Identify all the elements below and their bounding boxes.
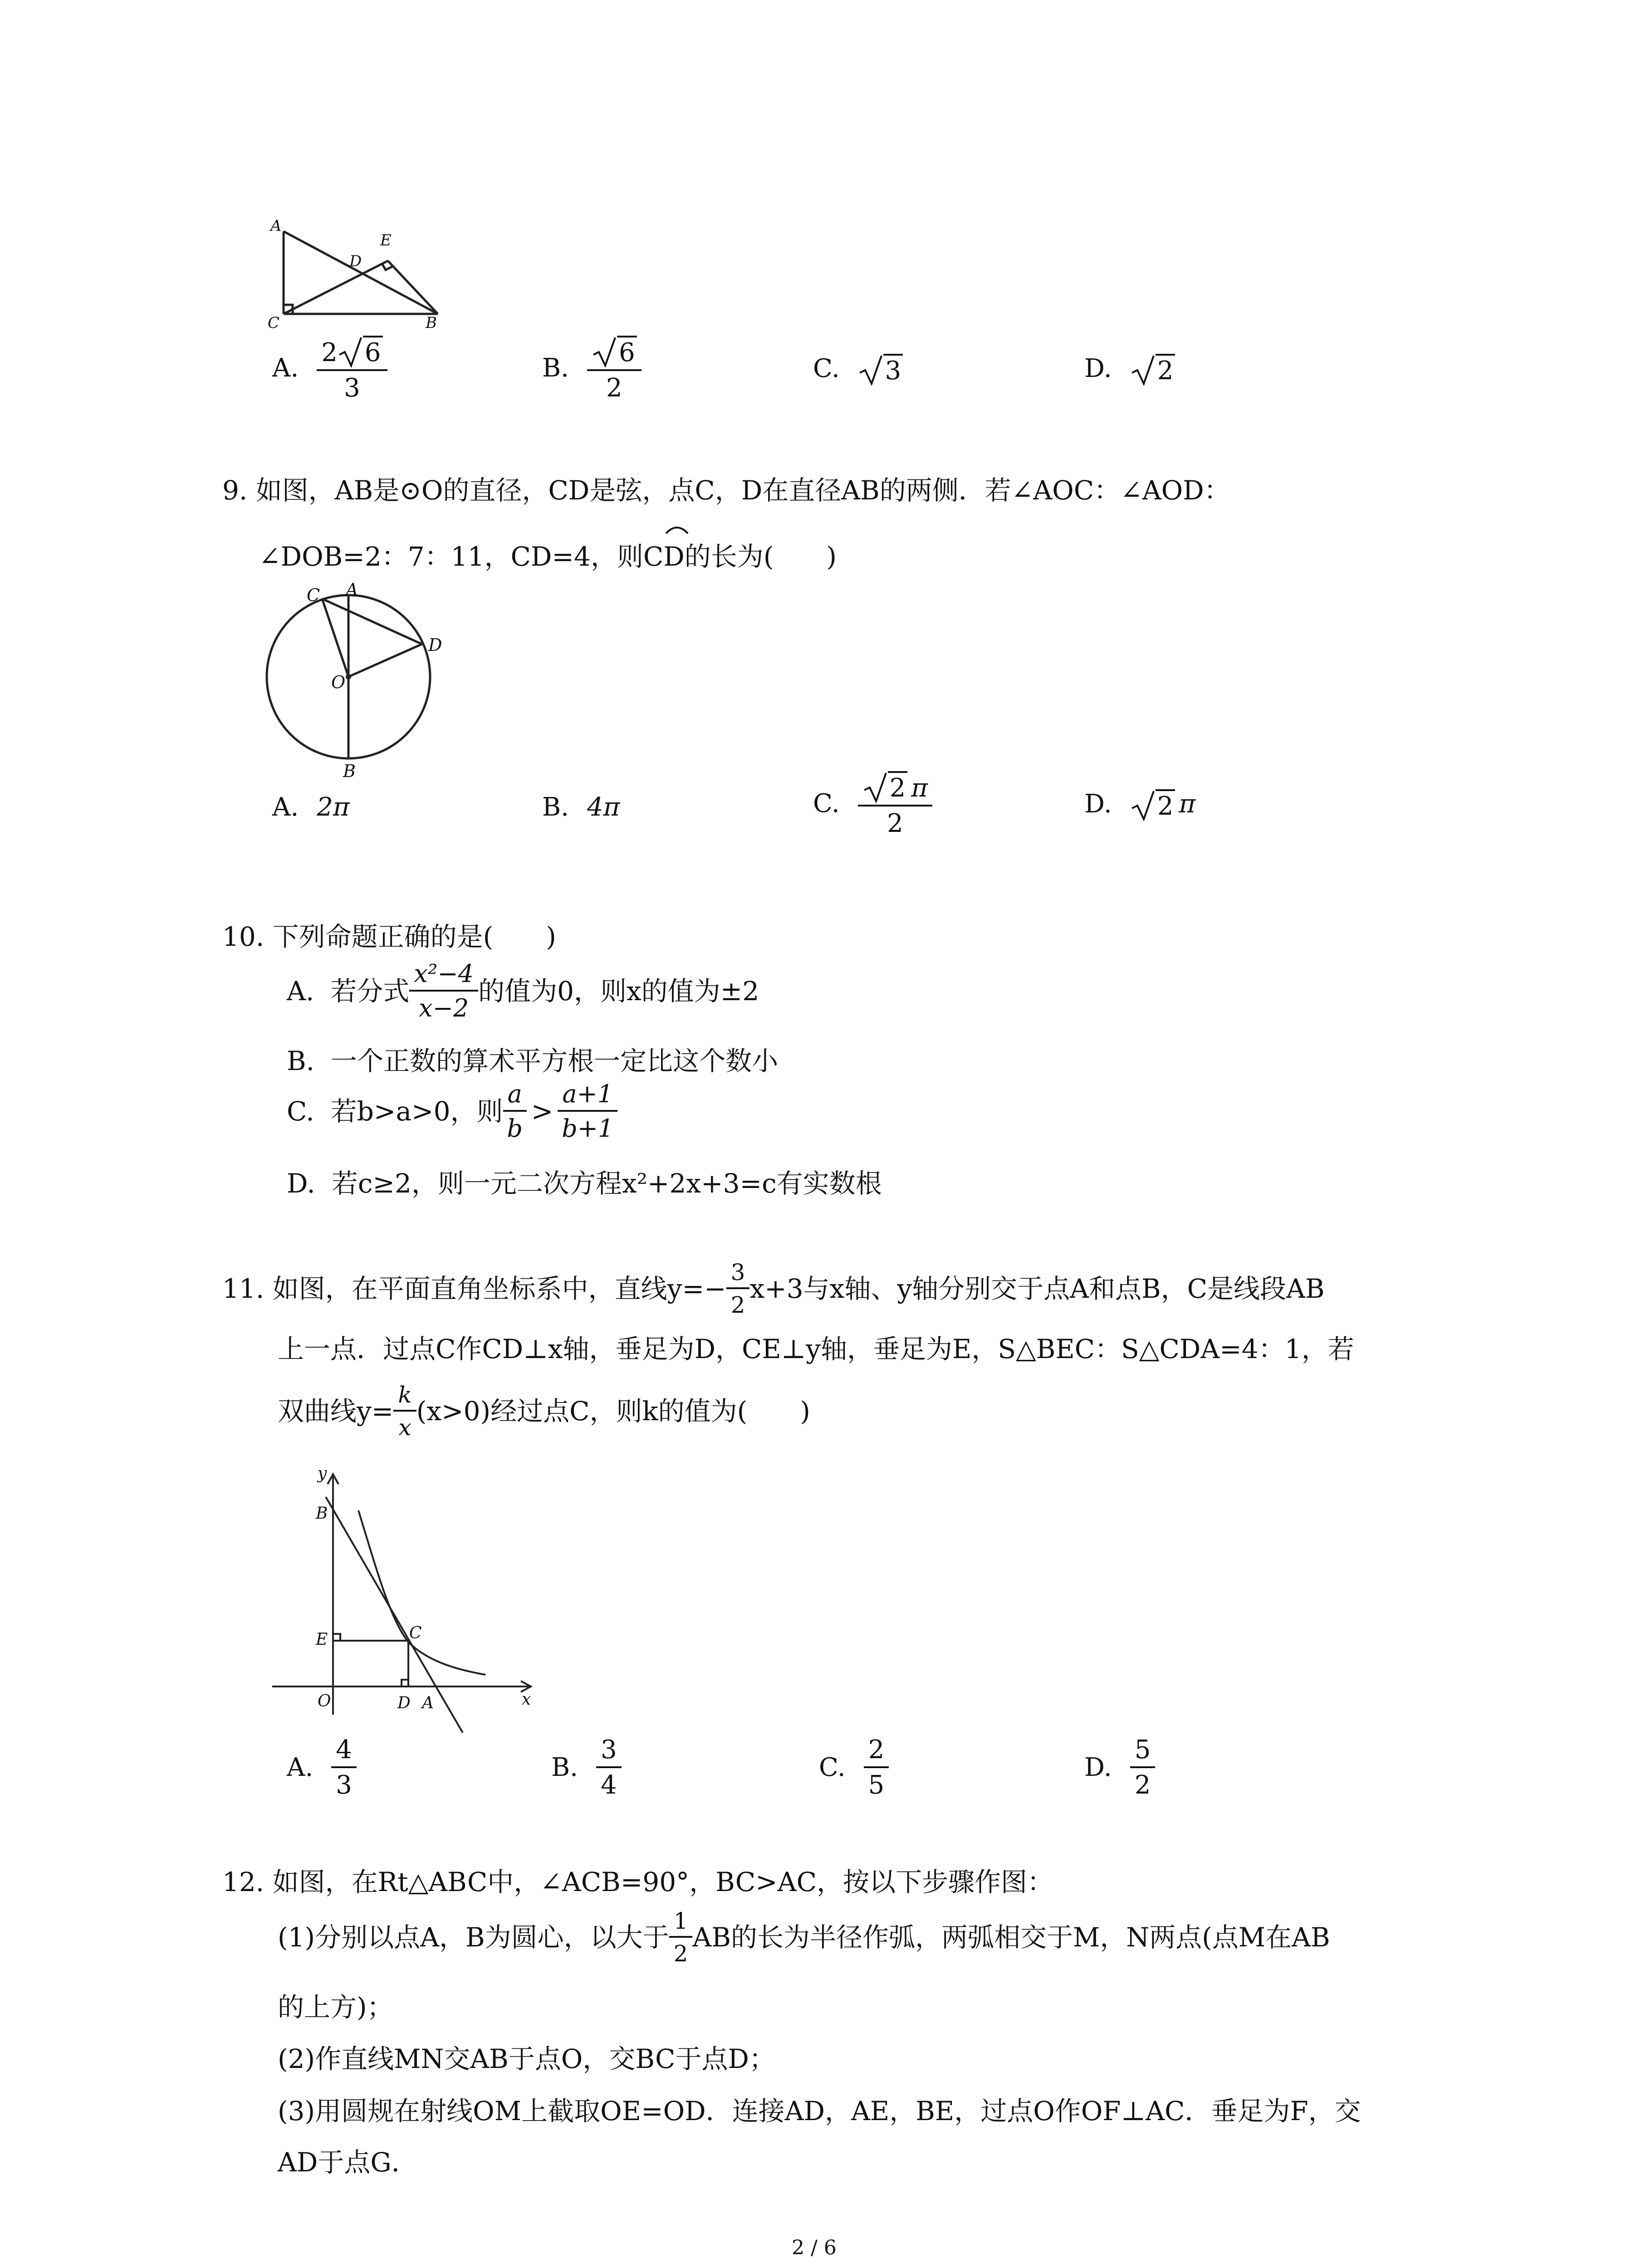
q8-fig-label-d: D [349, 252, 362, 270]
sqrt-symbol [592, 336, 637, 366]
q11-line1-fraction [726, 1261, 750, 1316]
q10-option-d-text: 若c≥2，则一元二次方程x²+2x+3=c有实数根 [331, 1168, 882, 1199]
arc-symbol [663, 522, 691, 535]
q10-option-a-pre: 若分式 [330, 976, 410, 1007]
q8-option-a-label: A. [272, 353, 299, 383]
q9-circle-figure [259, 576, 449, 780]
q11-line1-den: 2 [730, 1292, 745, 1318]
q10-option-a-label: A. [287, 976, 314, 1007]
q10-option-d-label: D. [287, 1168, 315, 1199]
q8-option-d[interactable] [1084, 354, 1175, 384]
q10-option-b[interactable] [287, 1048, 778, 1074]
q8-option-a[interactable] [272, 336, 387, 401]
q10-option-b-label: B. [287, 1046, 315, 1076]
q12-step1-num: 1 [669, 1910, 693, 1938]
q11-fig-label-c: C [409, 1624, 422, 1642]
sqrt-symbol [338, 336, 383, 366]
q8-option-c-label: C. [813, 354, 840, 383]
q11-option-c-num: 2 [864, 1737, 889, 1768]
q9-option-c[interactable] [813, 771, 932, 836]
q11-line3-den: x [398, 1414, 411, 1441]
q9-option-d-pi: π [1179, 789, 1196, 819]
q11-option-c[interactable] [819, 1737, 889, 1798]
q8-option-b-label: B. [542, 353, 569, 383]
q10-option-c-fraction-1 [503, 1082, 527, 1141]
q10-option-c-label: C. [287, 1096, 314, 1127]
q8-option-b-den: 2 [606, 373, 622, 403]
q9-option-c-fraction [858, 771, 932, 836]
q9-option-c-label: C. [813, 789, 840, 818]
q12-stem: 12. 如图，在Rt△ABC中，∠ACB=90°，BC>AC，按以下步骤作图： [222, 1867, 1054, 1897]
q11-line3-post: (x>0)经过点C，则k的值为( ) [416, 1396, 810, 1427]
q12-step1-fraction [669, 1910, 693, 1965]
q8-option-b[interactable] [542, 336, 642, 401]
q8-option-c-radicand: 3 [883, 354, 903, 384]
page-number: 2 / 6 [792, 2236, 837, 2259]
q11-line3-pre: 双曲线y= [278, 1396, 394, 1427]
q10-option-c-num1: a [503, 1082, 527, 1112]
q10-option-a-fraction [409, 959, 478, 1022]
q12-step1-post: AB的长为半径作弧，两弧相交于M，N两点(点M在AB [692, 1922, 1330, 1953]
sqrt-symbol [862, 771, 908, 801]
q12-step1-cont: 的上方)； [278, 1992, 393, 2023]
q8-fig-label-a: A [270, 217, 282, 235]
q9-fig-label-d: D [428, 635, 442, 655]
q8-option-d-radicand: 2 [1156, 354, 1176, 384]
q11-option-c-den: 5 [868, 1770, 885, 1800]
q11-option-d-num: 5 [1130, 1737, 1156, 1768]
q11-stem-line3 [278, 1383, 810, 1439]
q11-stem-line2: 上一点．过点C作CD⊥x轴，垂足为D，CE⊥y轴，垂足为E，S△BEC：S△CDA=4：1，若 [278, 1334, 1354, 1364]
q11-option-a-label: A. [287, 1753, 314, 1782]
q8-option-b-radicand: 6 [617, 336, 637, 366]
q10-option-c[interactable] [287, 1082, 617, 1141]
q11-fig-label-a: A [422, 1694, 434, 1712]
q11-stem-line1 [222, 1261, 1325, 1316]
q11-option-d-label: D. [1084, 1753, 1112, 1782]
q10-option-c-fraction-2 [558, 1082, 617, 1141]
q9-stem-line2: ∠DOB=2：7：11，CD=4，则CD的长为( ) [259, 541, 837, 572]
q11-option-d[interactable] [1084, 1737, 1155, 1798]
q8-option-a-den: 3 [344, 373, 360, 403]
q10-option-b-text: 一个正数的算术平方根一定比这个数小 [331, 1046, 779, 1076]
q10-option-c-den1: b [507, 1114, 523, 1143]
q11-option-a-den: 3 [336, 1770, 352, 1800]
q10-option-a-den: x−2 [419, 994, 469, 1022]
q11-option-c-label: C. [819, 1753, 846, 1782]
q12-step3-cont: AD于点G． [278, 2147, 418, 2178]
q11-option-b-den: 4 [600, 1770, 617, 1800]
q9-option-d-label: D. [1084, 789, 1112, 819]
q11-option-a-fraction [331, 1737, 357, 1798]
q9-fig-label-a: A [346, 580, 358, 600]
q11-coordinate-figure [272, 1470, 544, 1733]
sqrt-symbol [858, 354, 903, 384]
q11-fig-label-d: D [397, 1694, 411, 1712]
q11-line1-pre: 11. 如图，在平面直角坐标系中，直线y=− [222, 1273, 726, 1304]
q11-option-b-label: B. [551, 1753, 578, 1782]
q11-fig-label-e: E [316, 1630, 328, 1649]
q11-option-b[interactable] [551, 1737, 622, 1798]
q12-step1 [278, 1910, 1330, 1965]
q11-option-d-den: 2 [1134, 1770, 1151, 1800]
q8-option-c[interactable] [813, 354, 903, 384]
q11-fig-label-y: y [318, 1464, 327, 1483]
q9-option-a-label: A. [272, 792, 299, 822]
q12-step1-den: 2 [673, 1941, 688, 1967]
q8-option-d-label: D. [1084, 354, 1112, 383]
q8-option-a-radicand: 6 [363, 336, 383, 366]
q11-line3-fraction [393, 1383, 416, 1439]
q9-option-b-label: B. [542, 792, 569, 822]
q11-fig-label-o: O [318, 1692, 331, 1711]
q11-line1-num: 3 [726, 1261, 750, 1289]
q10-option-c-num2: a+1 [558, 1082, 617, 1112]
q10-option-d[interactable] [287, 1170, 882, 1197]
q8-fig-label-e: E [380, 231, 392, 249]
q11-option-b-num: 3 [596, 1737, 622, 1768]
q9-option-a-value: 2π [317, 792, 350, 822]
q10-option-a-post: 的值为0，则x的值为±2 [478, 976, 759, 1007]
q11-option-a[interactable] [287, 1737, 357, 1798]
q10-option-a[interactable] [287, 959, 759, 1022]
q11-option-c-fraction [864, 1737, 889, 1798]
q9-option-b-value: 4π [587, 792, 620, 822]
q9-option-b[interactable] [542, 792, 620, 822]
q9-option-d-radicand: 2 [1156, 789, 1176, 819]
q8-fig-label-b: B [426, 314, 437, 332]
q8-option-a-coef: 2 [321, 338, 338, 367]
q9-option-c-pi: π [911, 773, 928, 803]
sqrt-symbol [1130, 789, 1176, 819]
q11-fig-label-b: B [316, 1504, 328, 1523]
q9-option-d[interactable] [1084, 789, 1195, 819]
q11-line3-num: k [393, 1383, 416, 1412]
q9-stem-line1: 9. 如图，AB是⊙O的直径，CD是弦，点C，D在直径AB的两侧．若∠AOC：∠AOD： [222, 475, 1230, 506]
q8-fig-label-c: C [268, 314, 280, 332]
q8-option-a-fraction [317, 336, 387, 401]
q10-option-c-den2: b+1 [562, 1114, 614, 1143]
q10-option-c-pre: 若b>a>0，则 [330, 1096, 503, 1127]
q12-step1-pre: (1)分别以点A，B为圆心，以大于 [278, 1922, 669, 1953]
q10-option-a-num: x²−4 [409, 962, 478, 992]
q11-line1-post: x+3与x轴、y轴分别交于点A和点B，C是线段AB [749, 1273, 1325, 1304]
q9-option-c-den: 2 [887, 809, 903, 838]
sqrt-symbol [1130, 354, 1176, 384]
q9-option-a[interactable] [272, 792, 350, 822]
q9-fig-label-b: B [343, 761, 356, 781]
q11-option-b-fraction [596, 1737, 622, 1798]
q12-step2: (2)作直线MN交AB于点O，交BC于点D； [278, 2043, 775, 2074]
q11-fig-label-x: x [522, 1690, 531, 1709]
q10-option-c-gt: > [531, 1096, 554, 1127]
q8-option-b-fraction [587, 336, 642, 401]
q9-fig-label-c: C [307, 585, 320, 605]
q12-step3: (3)用圆规在射线OM上截取OE=OD．连接AD，AE，BE，过点O作OF⊥AC．垂足为F，交 [278, 2096, 1361, 2126]
q11-option-d-fraction [1130, 1737, 1156, 1798]
q10-stem: 10. 下列命题正确的是( ) [222, 921, 556, 952]
q9-option-c-radicand: 2 [888, 771, 908, 801]
q9-fig-label-o: O [331, 672, 346, 692]
q11-option-a-num: 4 [331, 1737, 357, 1768]
